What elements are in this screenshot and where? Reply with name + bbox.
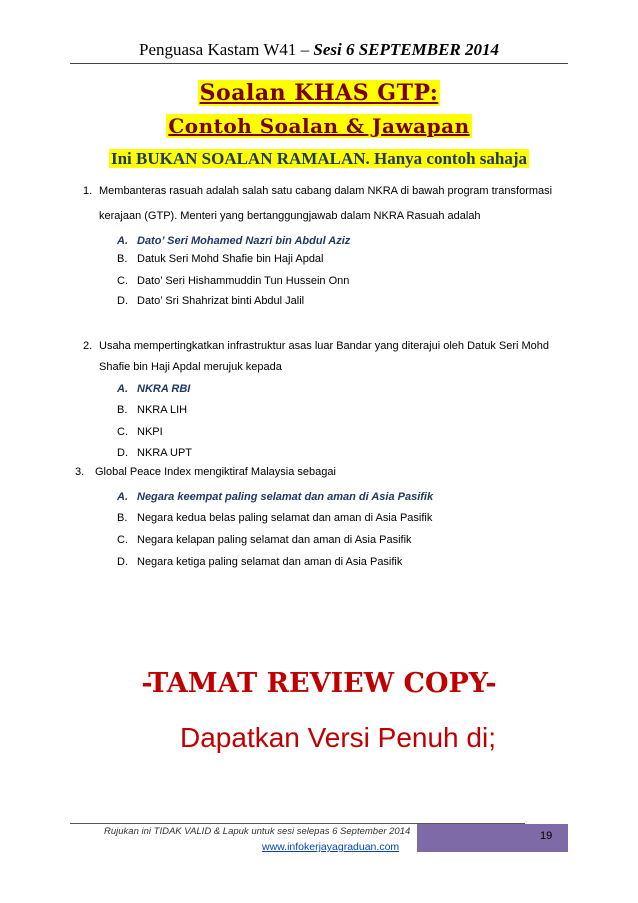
title-line1 xyxy=(0,80,638,106)
get-full-version-text: Dapatkan Versi Penuh di; xyxy=(180,722,496,753)
option-text: Dato’ Seri Mohamed Nazri bin Abdul Aziz xyxy=(137,235,351,247)
question-text-line2: kerajaan (GTP). Menteri yang bertanggungjawab dalam NKRA Rasuah adalah xyxy=(99,210,481,222)
option-letter: A. xyxy=(117,491,128,503)
header-prefix: Penguasa Kastam W41 – xyxy=(139,40,314,59)
option-letter: C. xyxy=(117,426,128,438)
option-letter: C. xyxy=(117,275,128,287)
option-letter: B. xyxy=(117,253,128,265)
option-letter: B. xyxy=(117,512,128,524)
question-number: 2. xyxy=(83,340,93,352)
option-text: Dato’ Sri Shahrizat binti Abdul Jalil xyxy=(137,295,305,307)
question-2-line2 xyxy=(99,356,282,378)
question-text-line1: Membanteras rasuah adalah salah satu cabang dalam NKRA di bawah program transformasi xyxy=(99,185,553,197)
question-text-line2: Shafie bin Haji Apdal merujuk kepada xyxy=(99,361,282,373)
option-text: Negara keempat paling selamat dan aman di Asia Pasifik xyxy=(137,491,434,503)
option-text: Negara kelapan paling selamat dan aman di Asia Pasifik xyxy=(137,534,412,546)
option-letter: A. xyxy=(117,235,128,247)
option-letter: A. xyxy=(117,383,128,395)
subtitle-text: Ini BUKAN SOALAN RAMALAN. Hanya contoh sahaja xyxy=(110,149,528,168)
option-text: NKPI xyxy=(137,426,163,438)
footer-note: Rujukan ini TIDAK VALID & Lapuk untuk sesi selepas 6 September 2014 xyxy=(104,826,411,837)
question-text-line1: Usaha mempertingkatkan infrastruktur asas luar Bandar yang diterajui oleh Datuk Seri Mohd xyxy=(99,340,550,352)
option-text: NKRA RBI xyxy=(137,383,191,395)
option-letter: D. xyxy=(117,556,128,568)
page-header xyxy=(0,40,638,60)
review-copy-banner: -TAMAT REVIEW COPY- xyxy=(141,668,497,699)
page-number: 19 xyxy=(540,830,553,842)
option-text: Negara ketiga paling selamat dan aman di Asia Pasifik xyxy=(137,556,403,568)
header-sesi: Sesi 6 SEPTEMBER 2014 xyxy=(313,40,499,59)
option-text: Datuk Seri Mohd Shafie bin Haji Apdal xyxy=(137,253,324,265)
option-letter: B. xyxy=(117,404,128,416)
option-letter: D. xyxy=(117,447,128,459)
title-line1-text: Soalan KHAS GTP: xyxy=(199,80,439,106)
option-text: Negara kedua belas paling selamat dan aman di Asia Pasifik xyxy=(137,512,433,524)
header-divider xyxy=(70,63,568,64)
question-number: 3. xyxy=(75,466,85,478)
title-line2-text: Contoh Soalan & Jawapan xyxy=(168,114,470,138)
subtitle xyxy=(0,149,638,169)
option-letter: C. xyxy=(117,534,128,546)
footer-link[interactable]: www.infokerjayagraduan.com xyxy=(262,841,400,853)
option-text: NKRA UPT xyxy=(137,447,193,459)
title-line2 xyxy=(0,114,638,138)
option-text: Dato’ Seri Hishammuddin Tun Hussein Onn xyxy=(137,275,350,287)
option-letter: D. xyxy=(117,295,128,307)
question-number: 1. xyxy=(83,185,93,197)
option-text: NKRA LIH xyxy=(137,404,188,416)
question-text-line1: Global Peace Index mengiktiraf Malaysia sebagai xyxy=(95,466,336,478)
question-1-line2 xyxy=(99,205,481,227)
